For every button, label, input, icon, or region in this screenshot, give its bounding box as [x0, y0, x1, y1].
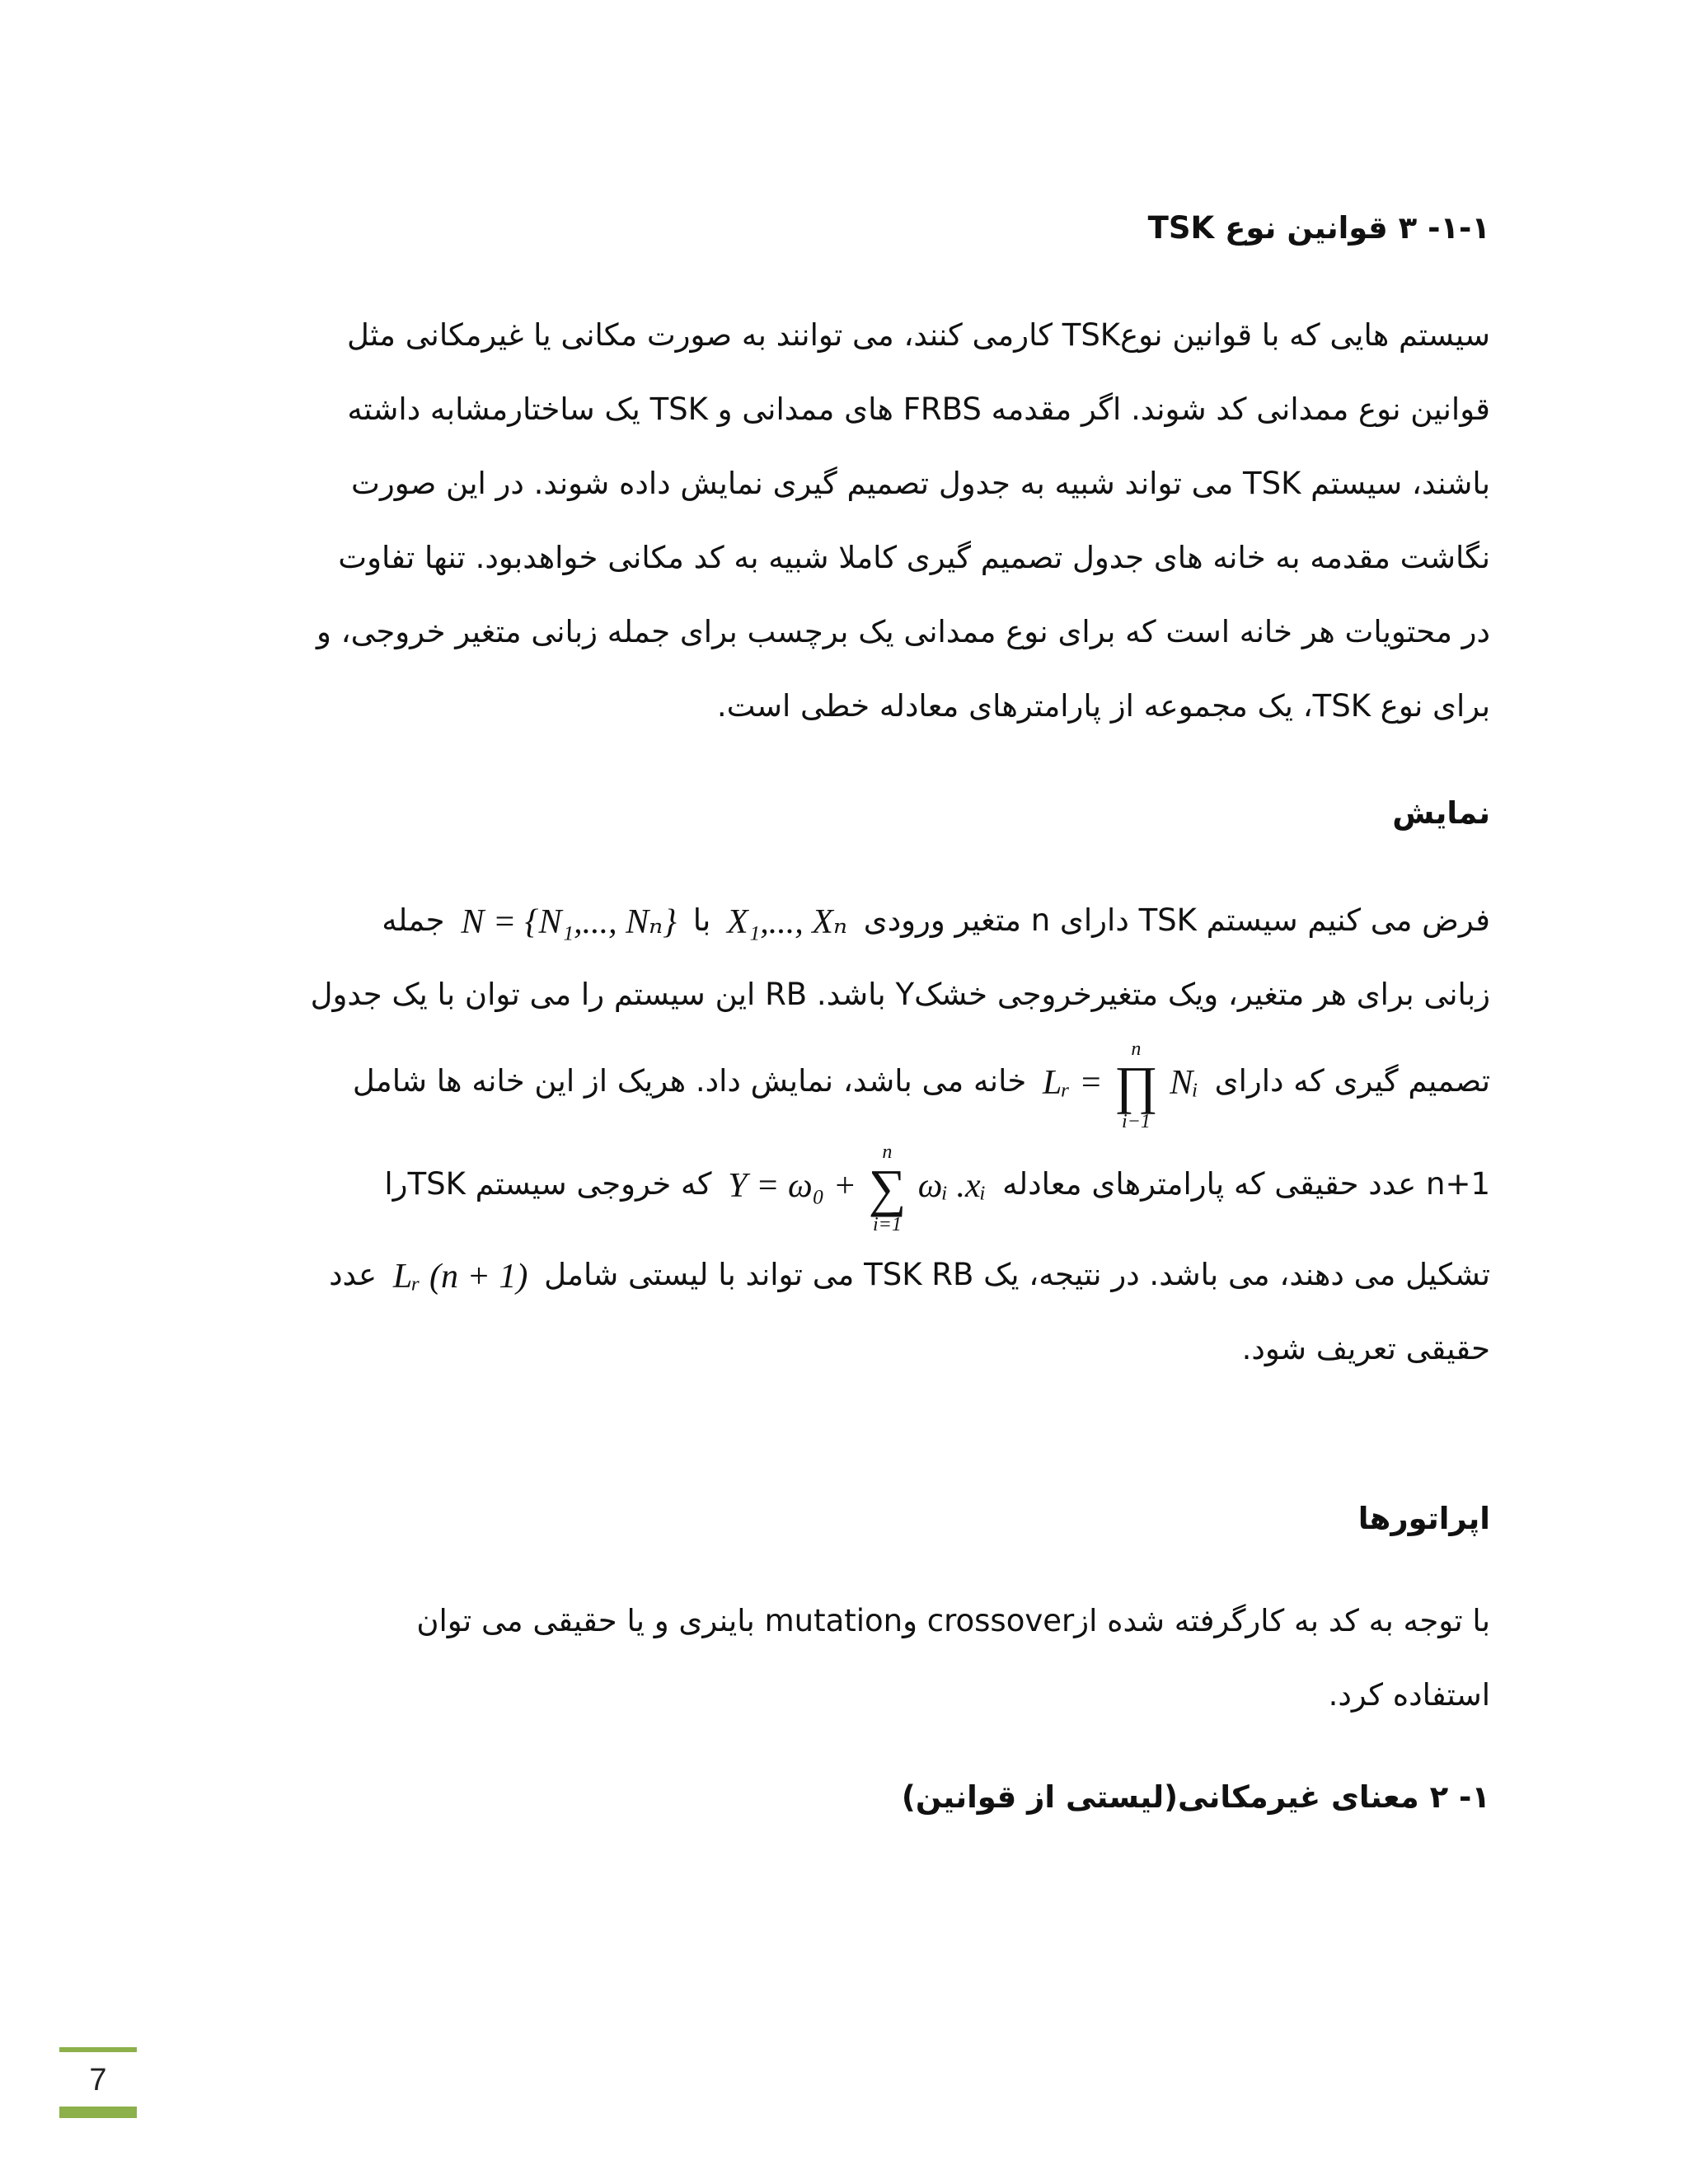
text-fragment: تشکیل می دهند، می باشد. در نتیجه، یک TSK RB می تواند با لیستی شامل [544, 1257, 1490, 1292]
footer-accent-bar-bottom [59, 2107, 137, 2118]
paragraph-line: با توجه به کد به کارگرفته شده ازcrossover وmutation باینری و یا حقیقی می توان [416, 1603, 1490, 1638]
paragraph-line [188, 1032, 1490, 1131]
paragraph-line: نگاشت مقدمه به خانه های جدول تصمیم گیری کاملا شبیه به کد مکانی خواهدبود. تنها تفاوت [338, 540, 1490, 575]
text-fragment: خانه می باشد، نمایش داد. هریک از این خانه ها شامل [352, 1063, 1027, 1099]
paragraph-line: زبانی برای هر متغیر، ویک متغیرخروجی خشکY باشد. RB این سیستم را می توان با یک جدول [310, 977, 1490, 1012]
formula-rhs: Nᵢ [1170, 1063, 1198, 1102]
paragraph-tsk-intro [188, 298, 1490, 743]
paragraph-line: استفاده کرد. [1328, 1677, 1490, 1713]
section-heading-operators: اپراتورها [1357, 1501, 1490, 1536]
formula-input-variables: X₁,..., Xₙ [727, 902, 847, 941]
text-fragment: جمله [382, 902, 445, 938]
paragraph-line [188, 883, 1490, 958]
text-fragment: فرض می کنیم سیستم TSK دارای n متغیر ورودی [863, 902, 1490, 938]
formula-lhs: Lᵣ = [1043, 1063, 1103, 1102]
paragraph-line: برای نوع TSK، یک مجموعه از پارامترهای معادله خطی است. [716, 688, 1490, 724]
paragraph-line [188, 1131, 1490, 1238]
sum-symbol: ∑ [868, 1158, 907, 1217]
lower-limit: i−1 [1121, 1110, 1151, 1132]
text-fragment: عدد [329, 1257, 377, 1292]
lower-limit: i=1 [872, 1213, 902, 1235]
page-number: 7 [89, 2063, 107, 2097]
text-fragment: با [692, 902, 711, 938]
upper-limit: n [882, 1141, 893, 1163]
paragraph-line: سیستم هایی که با قوانین نوعTSK کارمی کنند، می توانند به صورت مکانی یا غیرمکانی مثل [346, 317, 1490, 353]
formula-linear-output [728, 1132, 986, 1240]
text-fragment: که خروجی سیستم TSKرا [384, 1166, 712, 1202]
paragraph-representation [188, 883, 1490, 1386]
section-heading-non-positional: ۱- ۲ معنای غیرمکانی(لیستی از قوانین) [901, 1779, 1490, 1815]
formula-lhs: Y = ω₀ + [728, 1166, 857, 1205]
product-operator [1114, 1039, 1158, 1132]
text-fragment: n+1 عدد حقیقی که پارامترهای معادله [1002, 1166, 1490, 1202]
footer-accent-bar-top [59, 2047, 137, 2052]
formula-rhs: ωᵢ .xᵢ [917, 1166, 987, 1205]
formula-number-of-cells [1043, 1033, 1198, 1132]
paragraph-line: در محتویات هر خانه است که برای نوع ممدانی یک برچسب برای جمله زبانی متغیر خروجی، و [316, 614, 1490, 649]
text-fragment: تصمیم گیری که دارای [1214, 1063, 1490, 1099]
formula-linguistic-labels: N = {N₁,..., Nₙ} [461, 902, 677, 941]
product-symbol: ∏ [1114, 1055, 1158, 1114]
sum-operator [869, 1142, 907, 1235]
paragraph-operators [188, 1584, 1490, 1732]
upper-limit: n [1131, 1038, 1142, 1060]
paragraph-line: حقیقی تعریف شود. [1241, 1331, 1490, 1366]
paragraph-line: قوانین نوع ممدانی کد شوند. اگر مقدمه FRBS های ممدانی و TSK یک ساختارمشابه داشته [347, 391, 1490, 427]
formula-real-count: Lᵣ (n + 1) [392, 1257, 528, 1296]
paragraph-line: باشند، سیستم TSK می تواند شبیه به جدول تصمیم گیری نمایش داده شوند. در این صورت [351, 466, 1490, 501]
paragraph-line [188, 1238, 1490, 1312]
section-heading-tsk-rules: ۱-۱- ۳ قوانین نوع TSK [1147, 210, 1490, 246]
section-heading-representation: نمایش [1392, 795, 1490, 831]
